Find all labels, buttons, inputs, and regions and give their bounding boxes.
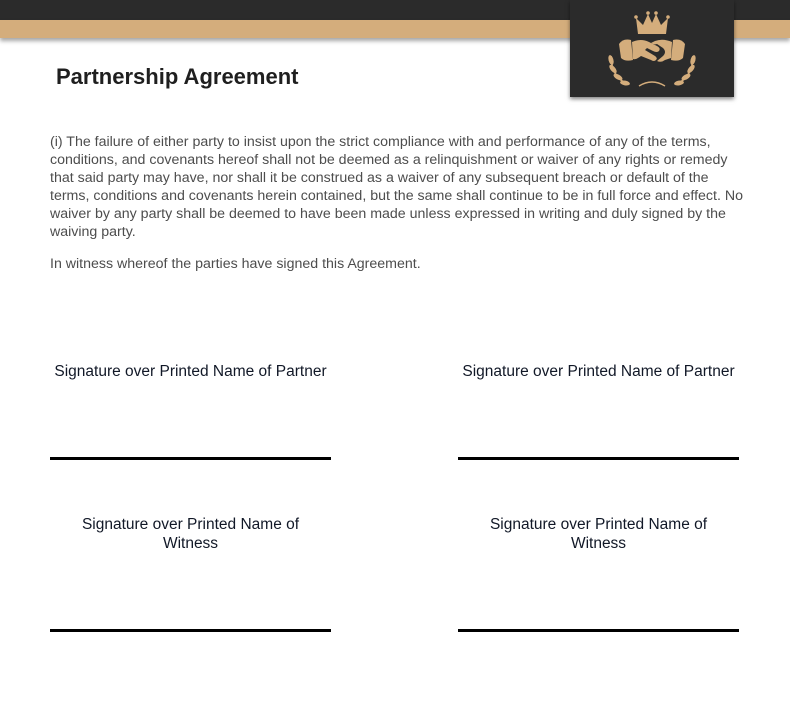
witness-signature-block-right (474, 515, 723, 553)
partner-signature-line-left (50, 457, 331, 460)
witness-signature-line-left (50, 629, 331, 632)
logo-badge (570, 0, 734, 97)
partner-signature-block-right (458, 362, 739, 381)
partner-signature-block-left (50, 362, 331, 381)
witness-signature-label: Signature over Printed Name of Witness (489, 516, 708, 552)
witness-statement: In witness whereof the parties have signed this Agreement. (50, 256, 421, 272)
partner-signature-label: Signature over Printed Name of Partner (54, 363, 327, 380)
crown-handshake-laurel-icon (597, 4, 707, 94)
waiver-clause: (i) The failure of either party to insist upon the strict compliance with and performance of any of the terms, conditions, and covenants hereof shall not be deemed as a relinquishment or waiver of any rights or remedy that said party may have, nor shall it be construed as a waiver of any subsequent breach or default of the terms, conditions and covenants herein contained, but the same shall continue to be in full force and effect. No waiver by any party shall be deemed to have been made unless expressed in writing and duly signed by the waiving party. (50, 134, 743, 240)
partner-signature-line-right (458, 457, 739, 460)
witness-signature-line-right (458, 629, 739, 632)
witness-signature-label: Signature over Printed Name of Witness (81, 516, 300, 552)
partner-signature-label: Signature over Printed Name of Partner (462, 363, 735, 380)
page-title: Partnership Agreement (56, 64, 299, 89)
witness-signature-block-left (66, 515, 315, 553)
